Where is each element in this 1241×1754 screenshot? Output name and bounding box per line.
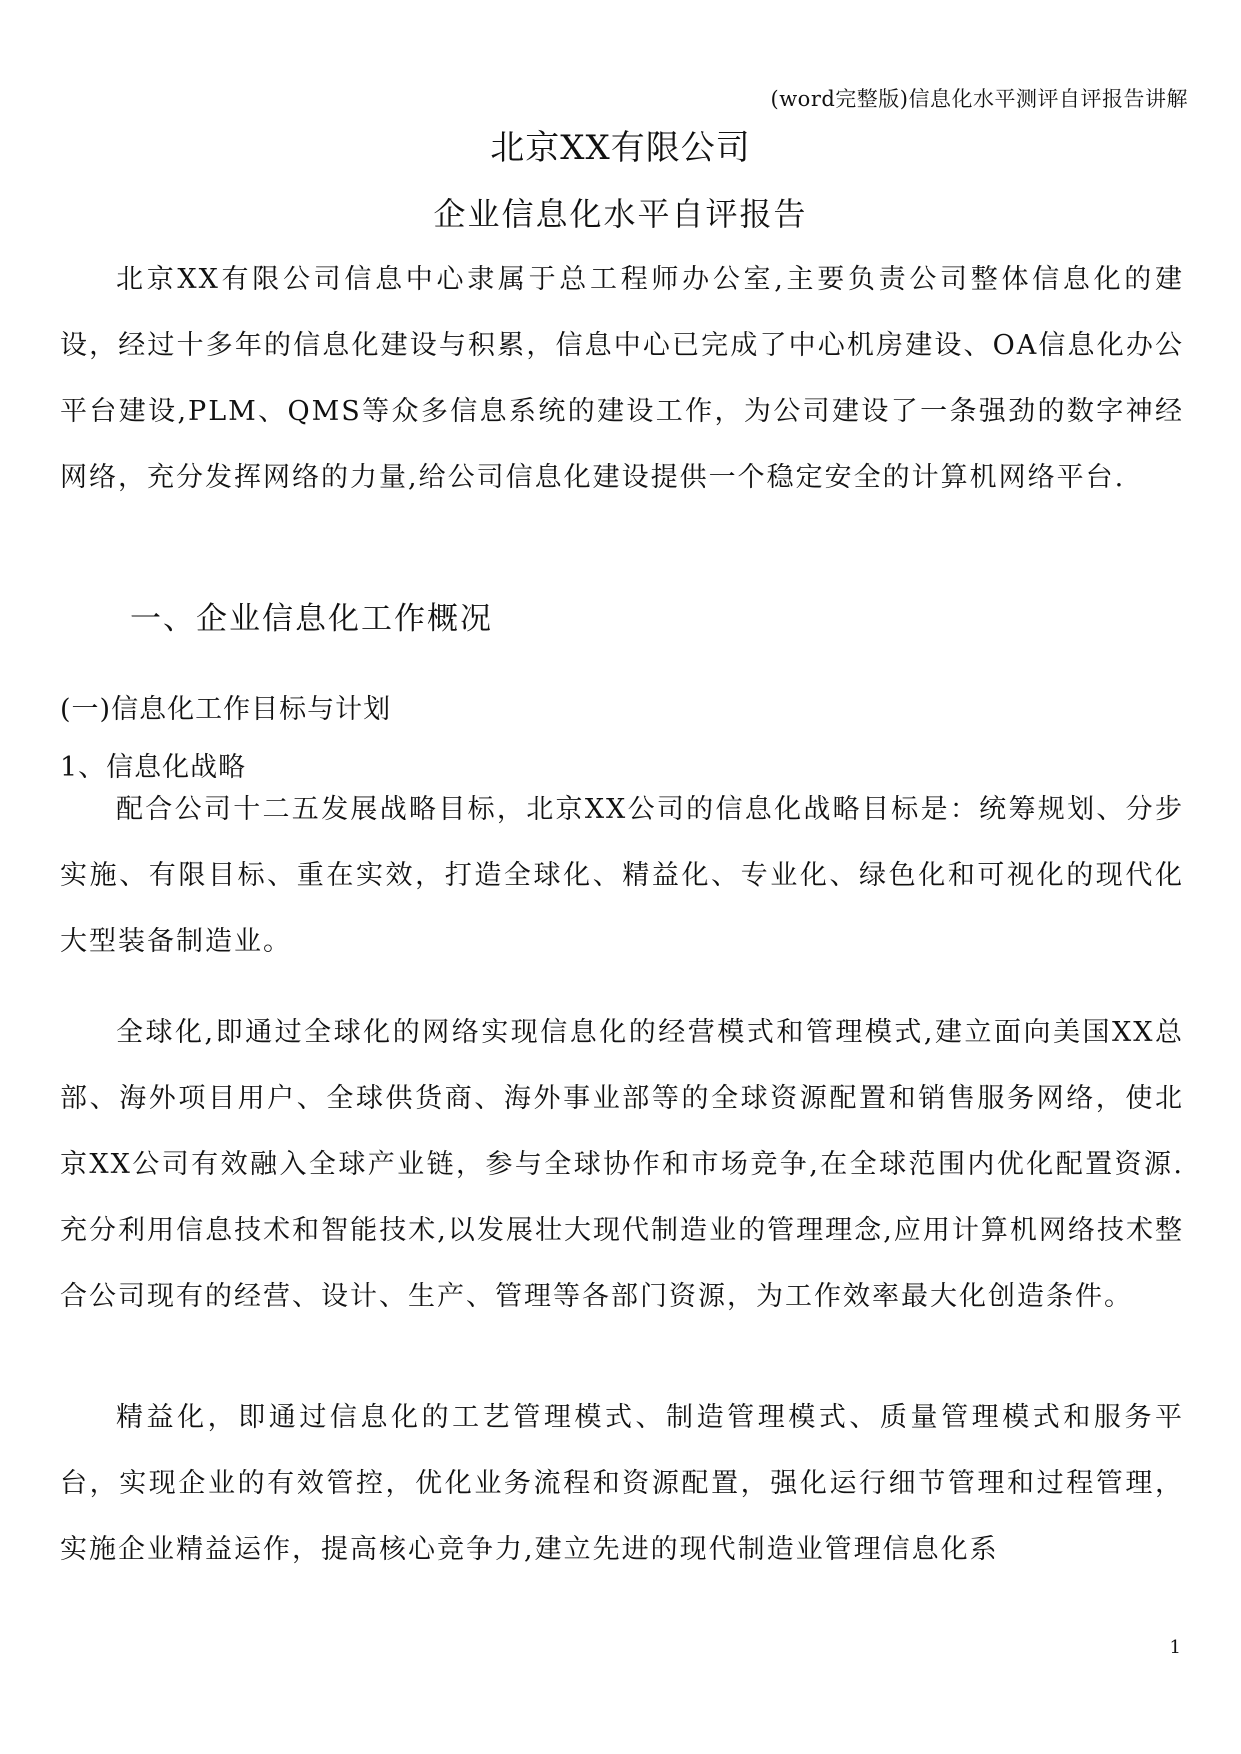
item-heading: 1、信息化战略 xyxy=(60,752,247,783)
globalization-paragraph: 全球化,即通过全球化的网络实现信息化的经营模式和管理模式,建立面向美国XX总部、海外项目用户、全球供货商、海外事业部等的全球资源配置和销售服务网络，使北京XX公司有效融入全球产业链，参与全球协作和市场竞争,在全球范围内优化配置资源.充分利用信息技术和智能技术,以发展壮大现代制造业的管理理念,应用计算机网络技术整合公司现有的经营、设计、生产、管理等各部门资源，为工作效率最大化创造条件。 xyxy=(60,1017,1184,1312)
section-heading: 一、企业信息化工作概况 xyxy=(130,601,493,637)
subsection-heading: (一)信息化工作目标与计划 xyxy=(60,694,392,725)
page-number: 1 xyxy=(1169,1637,1181,1658)
intro-paragraph: 北京XX有限公司信息中心隶属于总工程师办公室,主要负责公司整体信息化的建设，经过十多年的信息化建设与积累，信息中心已完成了中心机房建设、OA信息化办公平台建设,PLM、QMS等众多信息系统的建设工作，为公司建设了一条强劲的数字神经网络，充分发挥网络的力量,给公司信息化建设提供一个稳定安全的计算机网络平台. xyxy=(60,264,1184,493)
lean-paragraph: 精益化，即通过信息化的工艺管理模式、制造管理模式、质量管理模式和服务平台，实现企业的有效管控，优化业务流程和资源配置，强化运行细节管理和过程管理，实施企业精益运作，提高核心竞争力,建立先进的现代制造业管理信息化系 xyxy=(60,1402,1184,1565)
strategy-paragraph: 配合公司十二五发展战略目标，北京XX公司的信息化战略目标是：统筹规划、分步实施、有限目标、重在实效，打造全球化、精益化、专业化、绿色化和可视化的现代化大型装备制造业。 xyxy=(60,794,1184,957)
running-header: (word完整版)信息化水平测评自评报告讲解 xyxy=(770,87,1188,111)
company-title: 北京XX有限公司 xyxy=(490,128,751,168)
report-title: 企业信息化水平自评报告 xyxy=(433,195,808,233)
